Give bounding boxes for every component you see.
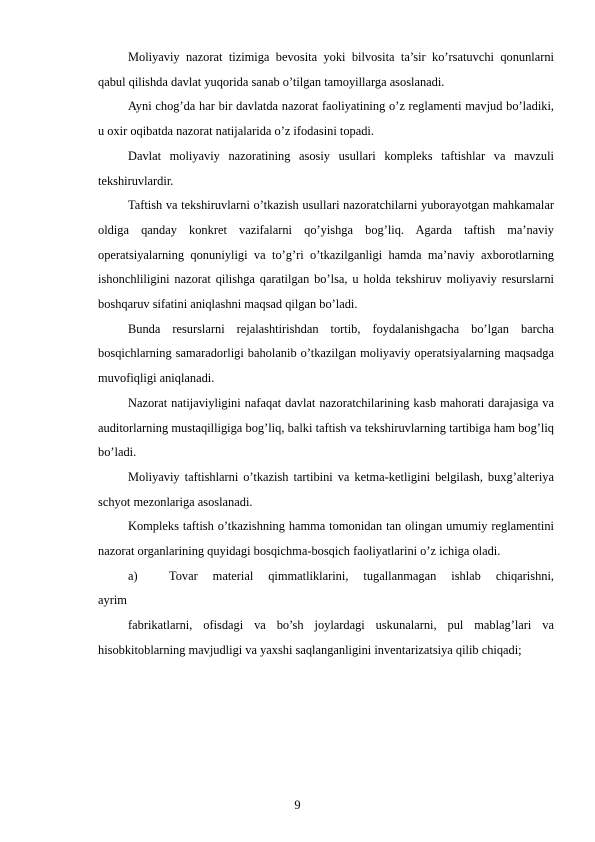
page-number: 9 [294, 798, 301, 812]
paragraph-2: Ayni chog’da har bir davlatda nazorat faoliyatining o’z reglamenti mavjud bo’ladiki, u oxir oqibatda nazorat natijalarida o’z ifodasini topadi. [98, 99, 554, 139]
paragraph-4: Taftish va tekshiruvlarni o’tkazish usullari nazoratchilarni yuborayotgan mahkamalar oldiga qanday konkret vazifalarni qo’yishga bog’liq. Agarda taftish ma’naviy operatsiyalarning qonuniyligi va to’g’ri o’tkazilganligi hamda ma’naviy axborotlarning ishonchliligini nazorat qilishga qaratilgan bo’lsa, u holda tekshiruv moliyaviy resurslarni boshqaruv sifatini aniqlashni maqsad qilgan bo’ladi. [98, 198, 554, 312]
paragraph-5: Bunda resurslarni rejalashtirishdan tortib, foydalanishgacha bo’lgan barcha bosqichlarning samaradorligi baholanib o’tkazilgan moliyaviy operatsiyalarning maqsadga muvofiqligi aniqlanadi. [98, 321, 554, 386]
list-marker: a) [128, 568, 138, 583]
list-item-text: Tovar material qimmatliklarini, tugallanmagan ishlab chiqarishni, [169, 568, 554, 583]
list-item-a [98, 564, 554, 589]
paragraph-1: Moliyaviy nazorat tizimiga bevosita yoki bilvosita ta’sir ko’rsatuvchi qonunlarni qabul qilishda davlat yuqorida sanab o’tilgan tamoyillarga asoslanadi. [98, 50, 554, 89]
paragraph-8: Kompleks taftish o’tkazishning hamma tomonidan tan olingan umumiy reglamentini nazorat organlarining quyidagi bosqichma-bosqich faoliyatlarini o’z ichiga oladi. [98, 519, 554, 559]
list-item-continuation: ayrim [98, 593, 127, 608]
final-paragraph: fabrikatlarni, ofisdagi va bo’sh joylardagi uskunalarni, pul mablag’lari va hisobkitoblarning mavjudligi va yaxshi saqlanganligini inventarizatsiya qilib chiqadi; [98, 618, 554, 657]
paragraph-6: Nazorat natijaviyligini nafaqat davlat nazoratchilarining kasb mahorati darajasiga va auditorlarning mustaqilligiga bog’liq, balki taftish va tekshiruvlarning tartibiga ham bog’liq bo’ladi. [98, 395, 554, 460]
paragraph-3: Davlat moliyaviy nazoratining asosiy usullari kompleks taftishlar va mavzuli tekshiruvlardir. [98, 148, 554, 188]
document-page [98, 45, 554, 663]
paragraph-7: Moliyaviy taftishlarni o’tkazish tartibini va ketma-ketligini belgilash, buxg’alteriya schyot mezonlariga asoslanadi. [98, 469, 554, 509]
